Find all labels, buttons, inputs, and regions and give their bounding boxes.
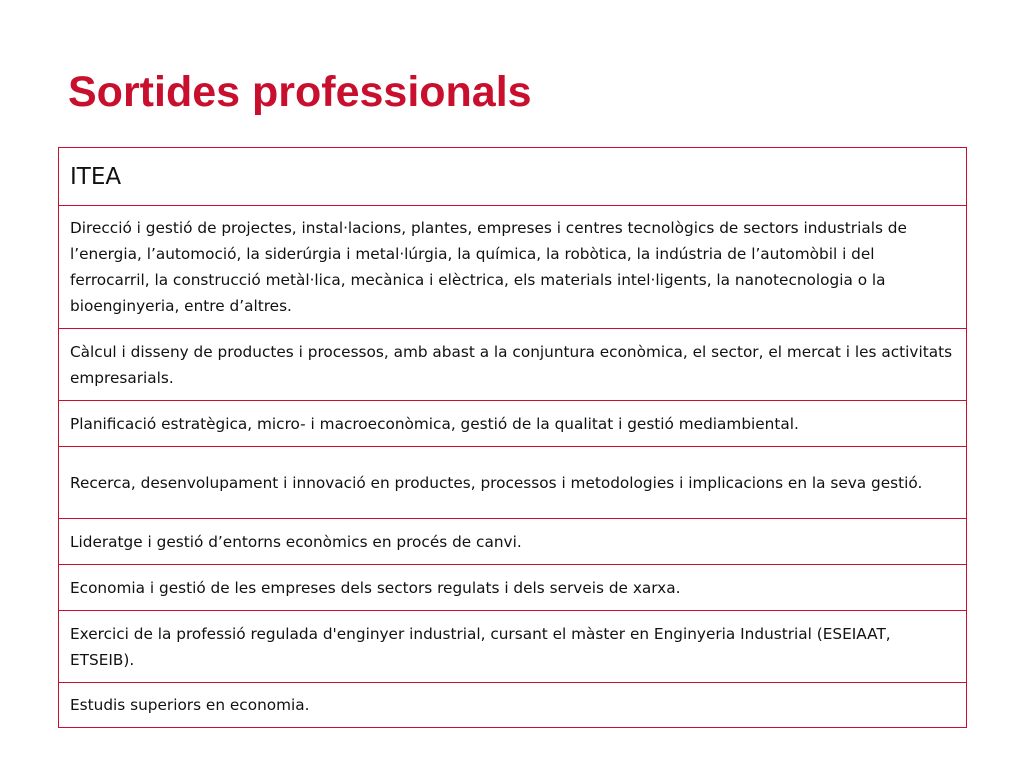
table-cell: Planificació estratègica, micro- i macroeconòmica, gestió de la qualitat i gestió mediambiental. (59, 401, 967, 447)
table-cell: Lideratge i gestió d’entorns econòmics en procés de canvi. (59, 519, 967, 565)
table-row (59, 519, 967, 565)
table-row (59, 683, 967, 728)
table-cell: Economia i gestió de les empreses dels sectors regulats i dels serveis de xarxa. (59, 565, 967, 611)
table-row (59, 206, 967, 329)
table-cell: Càlcul i disseny de productes i processos, amb abast a la conjuntura econòmica, el sector, el mercat i les activitats empresarials. (59, 329, 967, 401)
table-row (59, 447, 967, 519)
table-row (59, 329, 967, 401)
table-row (59, 401, 967, 447)
slide-title: Sortides professionals (68, 68, 532, 116)
table-cell: Estudis superiors en economia. (59, 683, 967, 728)
table-row (59, 611, 967, 683)
career-outcomes-table (58, 147, 967, 728)
table-cell: Exercici de la professió regulada d'enginyer industrial, cursant el màster en Enginyeria Industrial (ESEIAAT, ETSEIB). (59, 611, 967, 683)
table-header-row (59, 148, 967, 206)
table-cell: Direcció i gestió de projectes, instal·lacions, plantes, empreses i centres tecnològics de sectors industrials de l’energia, l’automoció, la siderúrgia i metal·lúrgia, la química, la robòtica, la indústria de l’automòbil i del ferrocarril, la construcció metàl·lica, mecànica i elèctrica, els materials intel·ligents, la nanotecnologia o la bioenginyeria, entre d’altres. (59, 206, 967, 329)
table-cell: Recerca, desenvolupament i innovació en productes, processos i metodologies i implicacions en la seva gestió. (59, 447, 967, 519)
table-row (59, 565, 967, 611)
table-header-cell: ITEA (59, 148, 967, 206)
